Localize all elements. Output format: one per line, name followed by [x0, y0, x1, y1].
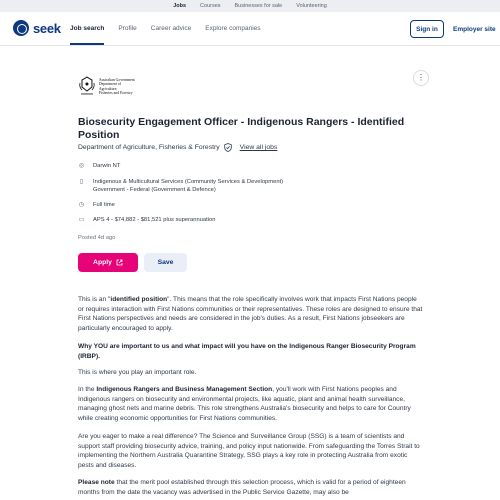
p1-text-a: This is an " — [78, 296, 111, 303]
nav-job-search[interactable]: Job search — [70, 12, 104, 45]
work-type-row — [78, 201, 115, 209]
description-paragraph-1 — [78, 295, 423, 333]
description-heading — [78, 342, 423, 361]
description-paragraph-5 — [78, 478, 423, 497]
clock-icon: ◷ — [78, 202, 85, 208]
job-work-type: Full time — [93, 202, 115, 208]
apply-label: Apply — [93, 259, 112, 266]
money-icon: ▭ — [78, 217, 85, 223]
external-link-icon — [116, 259, 123, 266]
employer-site-link[interactable]: Employer site — [453, 26, 496, 33]
job-title: Biosecurity Engagement Officer - Indigenous Rangers - Identified Position — [78, 116, 405, 141]
p3-text-a: In the — [78, 386, 97, 393]
p5-bold: Please note — [78, 479, 115, 486]
agency-logo — [78, 75, 140, 99]
description-paragraph-2: This is where you play an important role. — [78, 369, 197, 376]
seek-logo-text: seek — [33, 20, 61, 36]
location-row — [78, 162, 120, 170]
save-button[interactable]: Save — [144, 253, 187, 272]
posted-date: Posted 4d ago — [78, 235, 116, 241]
topbar-courses-link[interactable]: Courses — [200, 3, 221, 9]
topbar-businesses-link[interactable]: Businesses for sale — [234, 3, 283, 9]
seek-logo-icon — [13, 20, 29, 36]
agency-line-2: Department of Agriculture, — [98, 82, 121, 91]
advertiser-name[interactable]: Department of Agriculture, Fisheries & Forestry — [78, 144, 220, 151]
job-salary: APS 4 - $74,882 - $81,521 plus superannuation — [93, 217, 216, 223]
p1-text-c: ". This means that the role specifically involves work that impacts First Nations people or requires interaction with First Nations communities or their representatives. These roles are designed to ensure that First Nations perspectives and needs are considered in the job's duties. As a result, First Nations jobseekers are particularly encouraged to apply. — [78, 296, 423, 332]
more-options-button[interactable] — [413, 70, 429, 86]
top-utility-bar — [0, 0, 500, 12]
seek-logo[interactable] — [13, 20, 61, 36]
main-nav — [70, 12, 261, 45]
nav-profile[interactable]: Profile — [118, 25, 137, 32]
job-classification-1: Indigenous & Multicultural Services (Community Services & Development) — [93, 179, 284, 185]
description-paragraph-3 — [78, 385, 423, 423]
view-all-jobs-link[interactable]: View all jobs — [239, 144, 278, 151]
verified-shield-icon — [224, 143, 232, 152]
advertiser-row — [78, 143, 277, 152]
agency-line-3: Fisheries and Forestry — [98, 91, 133, 96]
p3-text-c: , you'll work with First Nations peoples and Indigenous rangers on biosecurity and environmental projects, like aquatic, plant and animal health surveillance, managing ghost nets and marine debris. This role strengthens Australia's biosecurity and helps to care for Country while creating economic opportunities for First Nations communities. — [78, 386, 411, 422]
location-pin-icon: ◎ — [78, 163, 85, 169]
more-vertical-icon: ⋮ — [417, 73, 425, 82]
nav-career-advice[interactable]: Career advice — [150, 25, 192, 32]
job-classification-2: Government - Federal (Government & Defence) — [93, 187, 216, 193]
briefcase-icon: ▯ — [79, 179, 84, 185]
sign-in-button[interactable]: Sign in — [410, 20, 444, 38]
agency-line-1: Australian Government — [98, 78, 135, 82]
apply-button[interactable] — [78, 253, 138, 272]
site-header — [0, 12, 500, 46]
topbar-volunteering-link[interactable]: Volunteering — [296, 3, 327, 9]
heading-text: Why YOU are important to us and what impact will you have on the Indigenous Ranger Biosecurity Program (IRBP). — [78, 343, 416, 360]
topbar-jobs-link[interactable]: Jobs — [173, 3, 187, 9]
job-location: Darwin NT — [93, 163, 121, 169]
classification-row — [78, 178, 283, 194]
p1-bold: identified position — [110, 296, 168, 303]
salary-row — [78, 216, 215, 224]
agency-name — [99, 75, 140, 99]
coat-of-arms-icon — [78, 75, 96, 97]
nav-explore-companies[interactable]: Explore companies — [205, 25, 261, 32]
p5-text-b: that the merit pool established through this selection process, which is valid for a period of eighteen months from the date the vacancy was advertised in the Public Service Gazette, may also be — [78, 479, 406, 496]
description-paragraph-4: Are you eager to make a real difference? The Science and Surveillance Group (SSG) is a team of scientists and support staff providing biosecurity advice, training, and policy input nationwide. From safeguarding the Torres Strait to implementing the Northern Australia Quarantine Strategy, SSG plays a key role in protecting Australia from exotic pests and diseases. — [78, 433, 420, 469]
p3-bold: Indigenous Rangers and Business Management Section — [96, 386, 273, 393]
